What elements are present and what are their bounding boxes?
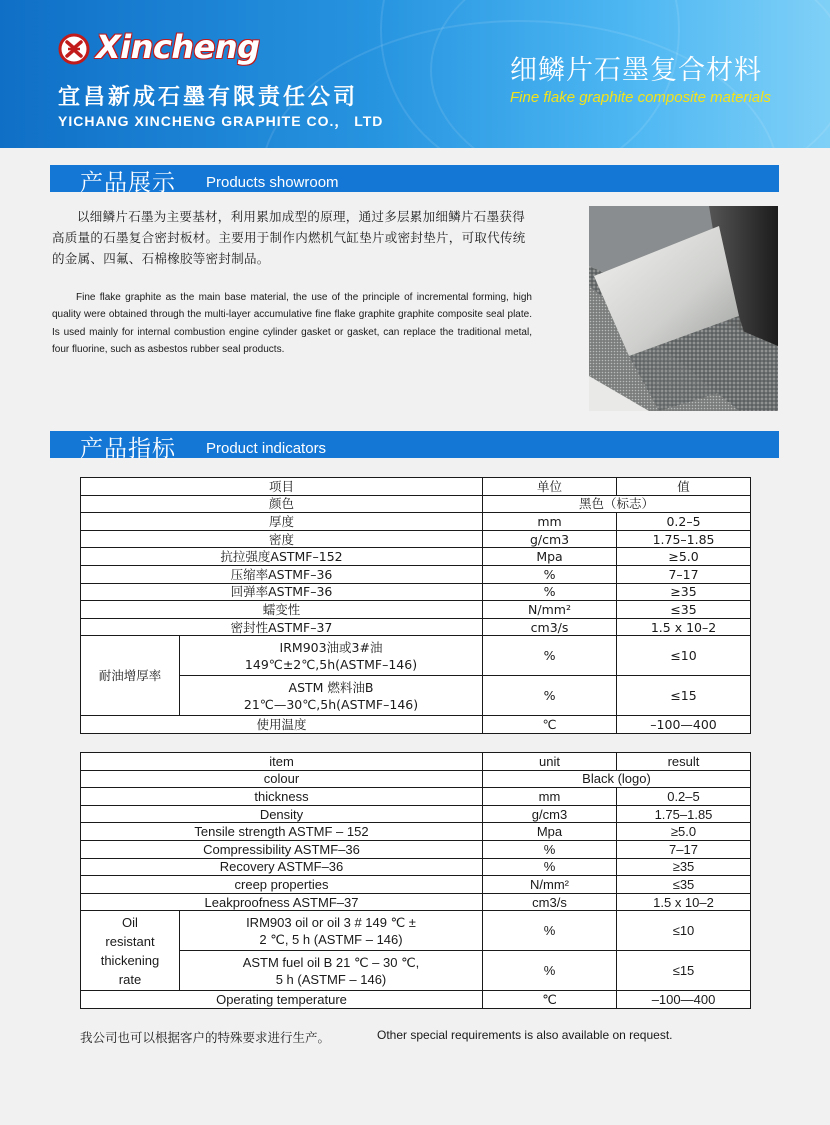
table-row <box>81 991 751 1009</box>
footer-note-en: Other special requirements is also available on request. <box>377 1028 673 1042</box>
table-cell: 7–17 <box>617 840 751 858</box>
table-row <box>81 876 751 894</box>
table-cell: 0.2–5 <box>617 788 751 806</box>
table-cell: % <box>483 636 617 676</box>
table-row <box>81 618 751 636</box>
table-cell: ≤10 <box>617 636 751 676</box>
product-title-cn: 细鳞片石墨复合材料 <box>510 55 762 86</box>
table-cell: ≥35 <box>617 858 751 876</box>
product-title-en: Fine flake graphite composite materials <box>510 89 771 106</box>
table-cell: Black (logo) <box>483 770 751 788</box>
table-cell: mm <box>483 788 617 806</box>
table-row <box>81 636 751 676</box>
table-cell: Density <box>81 805 483 823</box>
table-cell: 厚度 <box>81 513 483 531</box>
table-cell: 抗拉强度ASTMF–152 <box>81 548 483 566</box>
table-cell: Compressibility ASTMF–36 <box>81 840 483 858</box>
condition-line: IRM903油或3#油 <box>279 639 383 655</box>
section-title-cn: 产品指标 <box>80 436 176 462</box>
table-header-cell: unit <box>483 753 617 771</box>
table-row <box>81 716 751 734</box>
table-cell: % <box>483 840 617 858</box>
condition-line: ASTM 燃料油B <box>288 679 374 695</box>
table-cell: ≤15 <box>617 676 751 716</box>
table-row <box>81 583 751 601</box>
oil-resistance-label: 耐油增厚率 <box>81 636 180 716</box>
table-row <box>81 788 751 806</box>
table-cell: % <box>483 911 617 951</box>
table-header-cell: 单位 <box>483 478 617 496</box>
table-cell: N/mm² <box>483 876 617 894</box>
table-row <box>81 530 751 548</box>
table-cell: 0.2–5 <box>617 513 751 531</box>
table-cell: g/cm3 <box>483 530 617 548</box>
table-cell: cm3/s <box>483 893 617 911</box>
table-header-cell: 值 <box>617 478 751 496</box>
table-cell: 1.5 x 10–2 <box>617 893 751 911</box>
section-title-en: Products showroom <box>206 174 339 191</box>
table-row <box>81 823 751 841</box>
table-row <box>81 513 751 531</box>
table-cell: % <box>483 676 617 716</box>
condition-line: 149℃±2℃,5h(ASTMF–146) <box>244 656 418 672</box>
table-cell: 回弹率ASTMF–36 <box>81 583 483 601</box>
table-cell: 黑色（标志） <box>483 495 751 513</box>
table-row <box>81 840 751 858</box>
table-row <box>81 495 751 513</box>
table-cell: N/mm² <box>483 601 617 619</box>
product-photo <box>589 206 778 411</box>
table-row <box>81 951 751 991</box>
table-header-cell: item <box>81 753 483 771</box>
table-row <box>81 676 751 716</box>
brand-name: Xincheng <box>96 28 260 66</box>
table-cell: g/cm3 <box>483 805 617 823</box>
table-cell <box>180 676 483 716</box>
description-cn: 以细鳞片石墨为主要基材，利用累加成型的原理，通过多层累加细鳞片石墨获得高质量的石墨复合密封板材。主要用于制作内燃机气缸垫片或密封垫片，可取代传统的金属、四氟、石棉橡胶等密封制品。 <box>52 209 526 266</box>
table-cell: 1.75–1.85 <box>617 805 751 823</box>
condition-line: 21℃—30℃,5h(ASTMF–146) <box>243 696 419 712</box>
footer-note-cn: 我公司也可以根据客户的特殊要求进行生产。 <box>80 1030 331 1045</box>
section-bar-showroom <box>50 165 779 196</box>
table-row <box>81 911 751 951</box>
label-line: rate <box>118 971 142 987</box>
table-cell: Recovery ASTMF–36 <box>81 858 483 876</box>
condition-line: 5 h (ASTMF – 146) <box>275 971 387 987</box>
table-cell: 使用温度 <box>81 716 483 734</box>
xincheng-logo-icon <box>58 33 90 65</box>
table-cell: Tensile strength ASTMF – 152 <box>81 823 483 841</box>
table-cell: creep properties <box>81 876 483 894</box>
table-cell: ≤35 <box>617 876 751 894</box>
table-cell: 1.75–1.85 <box>617 530 751 548</box>
label-line: thickening <box>100 952 160 968</box>
table-cell: 蠕变性 <box>81 601 483 619</box>
oil-resistance-label <box>81 911 180 991</box>
table-cell: ℃ <box>483 991 617 1009</box>
table-cell: Mpa <box>483 823 617 841</box>
table-cell: ≤35 <box>617 601 751 619</box>
table-cell: ℃ <box>483 716 617 734</box>
table-cell: 压缩率ASTMF–36 <box>81 565 483 583</box>
description-en: Fine flake graphite as the main base material, the use of the principle of incremental forming, high quality were obtained through the multi-layer accumulative fine flake graphite graphite composite seal plate. Is used mainly for internal combustion engine cylinder gasket or gasket, can replace the traditional metal, four fluorine, such as asbestos rubber seal products. <box>52 292 532 355</box>
table-header-row <box>81 753 751 771</box>
table-cell: % <box>483 951 617 991</box>
company-name-cn: 宜昌新成石墨有限责任公司 <box>58 85 359 110</box>
table-cell: –100—400 <box>617 716 751 734</box>
condition-line: IRM903 oil or oil 3 # 149 ℃ ± <box>246 914 416 930</box>
table-header-cell: 项目 <box>81 478 483 496</box>
label-line: resistant <box>105 933 155 949</box>
condition-line: ASTM fuel oil B 21 ℃ – 30 ℃, <box>242 954 420 970</box>
table-cell: mm <box>483 513 617 531</box>
table-header-cell: result <box>617 753 751 771</box>
table-row <box>81 548 751 566</box>
table-cell: –100—400 <box>617 991 751 1009</box>
table-cell: % <box>483 565 617 583</box>
table-row <box>81 601 751 619</box>
table-cell: Mpa <box>483 548 617 566</box>
header-banner <box>0 0 830 148</box>
section-bar-indicators <box>50 431 779 462</box>
table-cell: ≤10 <box>617 911 751 951</box>
table-row <box>81 893 751 911</box>
table-cell: 颜色 <box>81 495 483 513</box>
label-line: Oil <box>122 914 138 930</box>
table-cell: colour <box>81 770 483 788</box>
table-row <box>81 858 751 876</box>
table-cell: 7–17 <box>617 565 751 583</box>
table-cell: 密封性ASTMF–37 <box>81 618 483 636</box>
spec-table-cn <box>80 477 751 734</box>
table-cell: Operating temperature <box>81 991 483 1009</box>
spec-table-en <box>80 752 751 1009</box>
table-cell: thickness <box>81 788 483 806</box>
table-cell: Leakproofness ASTMF–37 <box>81 893 483 911</box>
table-cell: 密度 <box>81 530 483 548</box>
table-cell: ≥5.0 <box>617 823 751 841</box>
table-cell: ≤15 <box>617 951 751 991</box>
section-title-en: Product indicators <box>206 440 327 457</box>
table-cell: ≥35 <box>617 583 751 601</box>
section-title-cn: 产品展示 <box>80 170 176 196</box>
table-cell <box>180 951 483 991</box>
table-cell: 1.5 x 10–2 <box>617 618 751 636</box>
condition-line: 2 ℃, 5 h (ASTMF – 146) <box>259 931 403 947</box>
table-cell: % <box>483 858 617 876</box>
company-name-en: YICHANG XINCHENG GRAPHITE CO.， LTD <box>58 113 384 129</box>
table-row <box>81 805 751 823</box>
table-cell <box>180 636 483 676</box>
table-cell: % <box>483 583 617 601</box>
table-row <box>81 770 751 788</box>
table-row <box>81 565 751 583</box>
table-cell: ≥5.0 <box>617 548 751 566</box>
table-header-row <box>81 478 751 496</box>
table-cell <box>180 911 483 951</box>
table-cell: cm3/s <box>483 618 617 636</box>
